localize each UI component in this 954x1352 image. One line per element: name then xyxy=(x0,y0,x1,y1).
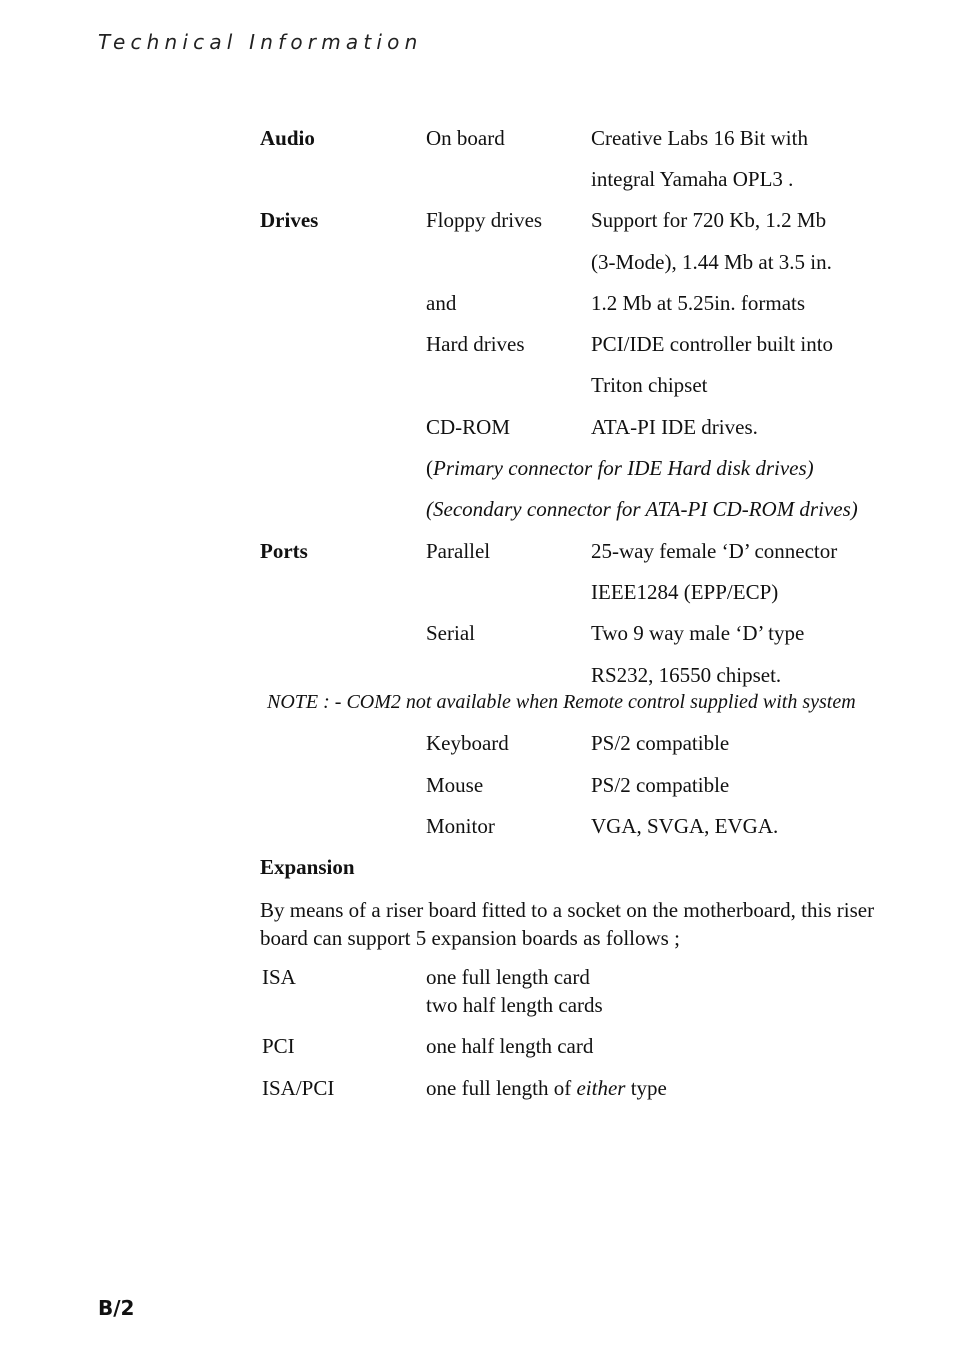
section-heading-expansion: Expansion xyxy=(260,855,355,879)
audio-desc-line1: Creative Labs 16 Bit with xyxy=(591,126,808,150)
isa-label: ISA xyxy=(262,965,296,989)
audio-desc-line2: integral Yamaha OPL3 . xyxy=(591,167,794,191)
parallel-desc-line2: IEEE1284 (EPP/ECP) xyxy=(591,580,779,604)
isa-pci-desc-post: type xyxy=(625,1076,667,1100)
and-desc: 1.2 Mb at 5.25in. formats xyxy=(591,291,806,315)
serial-desc-line2: RS232, 16550 chipset. xyxy=(591,663,782,687)
isa-desc-line2: two half length cards xyxy=(426,993,603,1017)
mouse-label: Mouse xyxy=(426,773,484,797)
parallel-label: Parallel xyxy=(426,539,491,563)
section-label-ports: Ports xyxy=(260,539,308,563)
section-label-drives: Drives xyxy=(260,208,319,232)
cdrom-desc: ATA-PI IDE drives. xyxy=(591,415,758,439)
floppy-drives-label: Floppy drives xyxy=(426,208,543,232)
hard-drives-label: Hard drives xyxy=(426,332,525,356)
isa-pci-desc-em: either xyxy=(576,1076,626,1100)
floppy-desc-line2: (3-Mode), 1.44 Mb at 3.5 in. xyxy=(591,250,832,274)
pci-desc: one half length card xyxy=(426,1034,594,1058)
keyboard-desc: PS/2 compatible xyxy=(591,731,730,755)
pci-label: PCI xyxy=(262,1034,295,1058)
page-header-title: Technical Information xyxy=(98,30,423,54)
primary-connector-note xyxy=(426,455,814,481)
page-number: B/2 xyxy=(98,1296,135,1320)
section-label-audio: Audio xyxy=(260,126,315,150)
monitor-label: Monitor xyxy=(426,814,495,838)
isa-desc-line1: one full length card xyxy=(426,965,590,989)
primary-note-open-paren: ( xyxy=(426,456,433,480)
secondary-connector-note: (Secondary connector for ATA-PI CD-ROM drives) xyxy=(426,497,858,521)
com2-note: NOTE : - COM2 not available when Remote control supplied with system xyxy=(267,691,856,713)
mouse-desc: PS/2 compatible xyxy=(591,773,730,797)
isa-pci-desc-pre: one full length of xyxy=(426,1076,577,1100)
serial-label: Serial xyxy=(426,621,475,645)
isa-pci-desc xyxy=(426,1075,667,1101)
keyboard-label: Keyboard xyxy=(426,731,509,755)
parallel-desc-line1: 25-way female ‘D’ connector xyxy=(591,539,838,563)
serial-desc-line1: Two 9 way male ‘D’ type xyxy=(591,621,805,645)
and-label: and xyxy=(426,291,457,315)
hard-drives-desc-line2: Triton chipset xyxy=(591,373,708,397)
expansion-paragraph: By means of a riser board fitted to a socket on the motherboard, this riser board can support 5 expansion boards as follows ; xyxy=(260,898,875,950)
cdrom-label: CD-ROM xyxy=(426,415,511,439)
floppy-desc-line1: Support for 720 Kb, 1.2 Mb xyxy=(591,208,827,232)
monitor-desc: VGA, SVGA, EVGA. xyxy=(591,814,779,838)
primary-note-text: Primary connector for IDE Hard disk drives) xyxy=(433,456,814,480)
audio-item-label: On board xyxy=(426,126,505,150)
isa-pci-label: ISA/PCI xyxy=(262,1076,335,1100)
hard-drives-desc-line1: PCI/IDE controller built into xyxy=(591,332,834,356)
